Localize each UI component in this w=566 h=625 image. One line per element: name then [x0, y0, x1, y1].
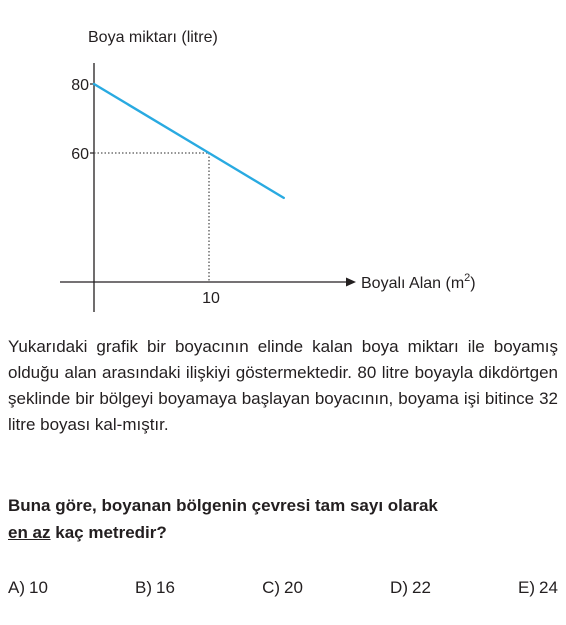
question-start: Buna göre, boyanan bölgenin çevresi tam sayı olarak — [8, 496, 438, 515]
answer-options — [8, 575, 558, 601]
option-d[interactable] — [390, 575, 431, 601]
option-c[interactable] — [262, 575, 303, 601]
guides-layer — [94, 153, 209, 282]
x-axis-arrow-icon — [346, 278, 356, 287]
question-emphasis: en az — [8, 523, 51, 542]
question-text — [8, 492, 558, 546]
option-letter: A) — [8, 578, 25, 597]
option-letter: C) — [262, 578, 281, 597]
option-letter: D) — [390, 578, 408, 597]
option-value: 16 — [156, 578, 175, 597]
option-value: 20 — [284, 578, 303, 597]
question-end: kaç metredir? — [55, 523, 167, 542]
y-tick-label: 60 — [71, 146, 89, 163]
option-a[interactable] — [8, 575, 48, 601]
option-letter: E) — [518, 578, 536, 597]
option-letter: B) — [135, 578, 153, 597]
y-tick-label: 80 — [71, 77, 89, 94]
x-tick-label: 10 — [202, 290, 220, 307]
y-axis-label: Boya miktarı (litre) — [88, 29, 218, 46]
option-value: 24 — [539, 578, 558, 597]
series-line — [94, 84, 284, 198]
option-value: 10 — [29, 578, 48, 597]
option-e[interactable] — [518, 575, 558, 601]
option-value: 22 — [412, 578, 431, 597]
problem-paragraph: Yukarıdaki grafik bir boyacının elinde kalan boya miktarı ile boyamış olduğu alan arasındaki ilişkiyi göstermektedir. 80 litre boyayla dikdörtgen şeklinde bir bölgeyi boyamaya başlayan boyacının, boyama işi bitince 32 litre boyası kal-mıştır. — [8, 337, 558, 434]
x-axis-label: Boyalı Alan $(m^2)$ — [361, 272, 476, 292]
series-layer — [94, 84, 284, 198]
option-b[interactable] — [135, 575, 175, 601]
